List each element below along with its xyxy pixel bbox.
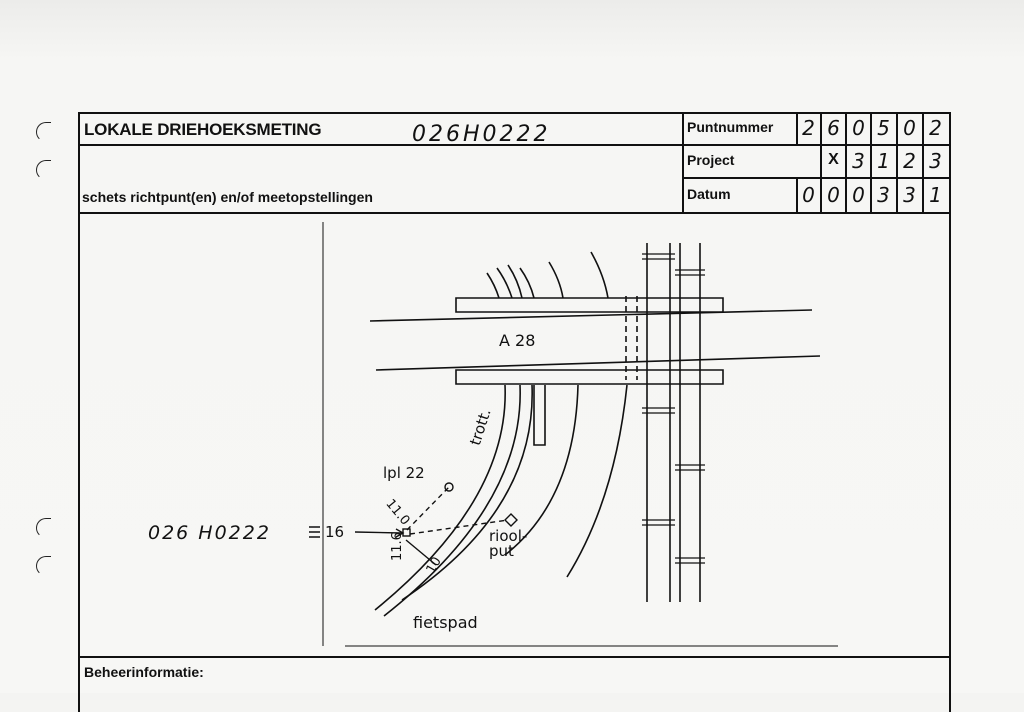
project-x-mark: X <box>828 151 839 168</box>
datum-digit: 0 <box>852 183 865 207</box>
bridge-outline <box>456 370 723 384</box>
lamppost-label: lpl 22 <box>383 464 425 482</box>
point-code-label: 026 H0222 <box>148 522 271 544</box>
road-curve <box>384 385 520 616</box>
project-label: Project <box>687 152 735 168</box>
puntnummer-digit: 2 <box>929 116 942 140</box>
puntnummer-digit: 5 <box>877 116 890 140</box>
puntnummer-label: Puntnummer <box>687 119 774 135</box>
beheer-label: Beheerinformatie: <box>84 664 204 680</box>
sewer-label: riool- <box>489 527 528 545</box>
trottoir-curb <box>534 385 545 445</box>
handwritten-point-code: 026H0222 <box>412 122 551 147</box>
distance-label: 11.0 <box>382 496 413 529</box>
datum-digit: 0 <box>802 183 815 207</box>
puntnummer-digit: 0 <box>852 116 865 140</box>
datum-digit: 3 <box>877 183 890 207</box>
datum-digit: 0 <box>827 183 840 207</box>
puntnummer-digit: 6 <box>827 116 840 140</box>
railway-sleepers <box>642 254 705 563</box>
project-digit: 3 <box>852 149 865 173</box>
form-title: LOKALE DRIEHOEKSMETING <box>84 120 322 139</box>
puntnummer-digit: 0 <box>903 116 916 140</box>
road-curve <box>520 268 534 298</box>
project-digit: 1 <box>877 149 890 173</box>
road-a28-edge <box>376 356 820 370</box>
datum-digit: 3 <box>903 183 916 207</box>
triple-bar-mark <box>309 527 320 537</box>
project-digit: 3 <box>929 149 942 173</box>
puntnummer-digit: 2 <box>802 116 815 140</box>
datum-digit: 1 <box>929 183 942 207</box>
sketch-subtitle: schets richtpunt(en) en/of meetopstellingen <box>82 189 373 205</box>
road-curve <box>487 273 499 298</box>
sewer-put-marker <box>505 514 517 526</box>
project-digit: 2 <box>903 149 916 173</box>
fietspad-label: fietspad <box>413 613 478 632</box>
measurement-line <box>407 486 450 530</box>
distance-label: 10 <box>423 554 445 577</box>
sewer-label: put <box>489 542 514 560</box>
lamppost-marker <box>445 483 453 491</box>
bridge-outline <box>456 298 723 312</box>
road-curve <box>549 262 563 298</box>
road-curve <box>497 268 512 298</box>
road-curve <box>591 252 608 298</box>
distance-label: 11.6 <box>390 532 405 561</box>
road-label: A 28 <box>499 331 536 350</box>
trottoir-label: trott. <box>466 406 495 448</box>
point-number-label: 16 <box>325 523 345 541</box>
datum-label: Datum <box>687 186 731 202</box>
